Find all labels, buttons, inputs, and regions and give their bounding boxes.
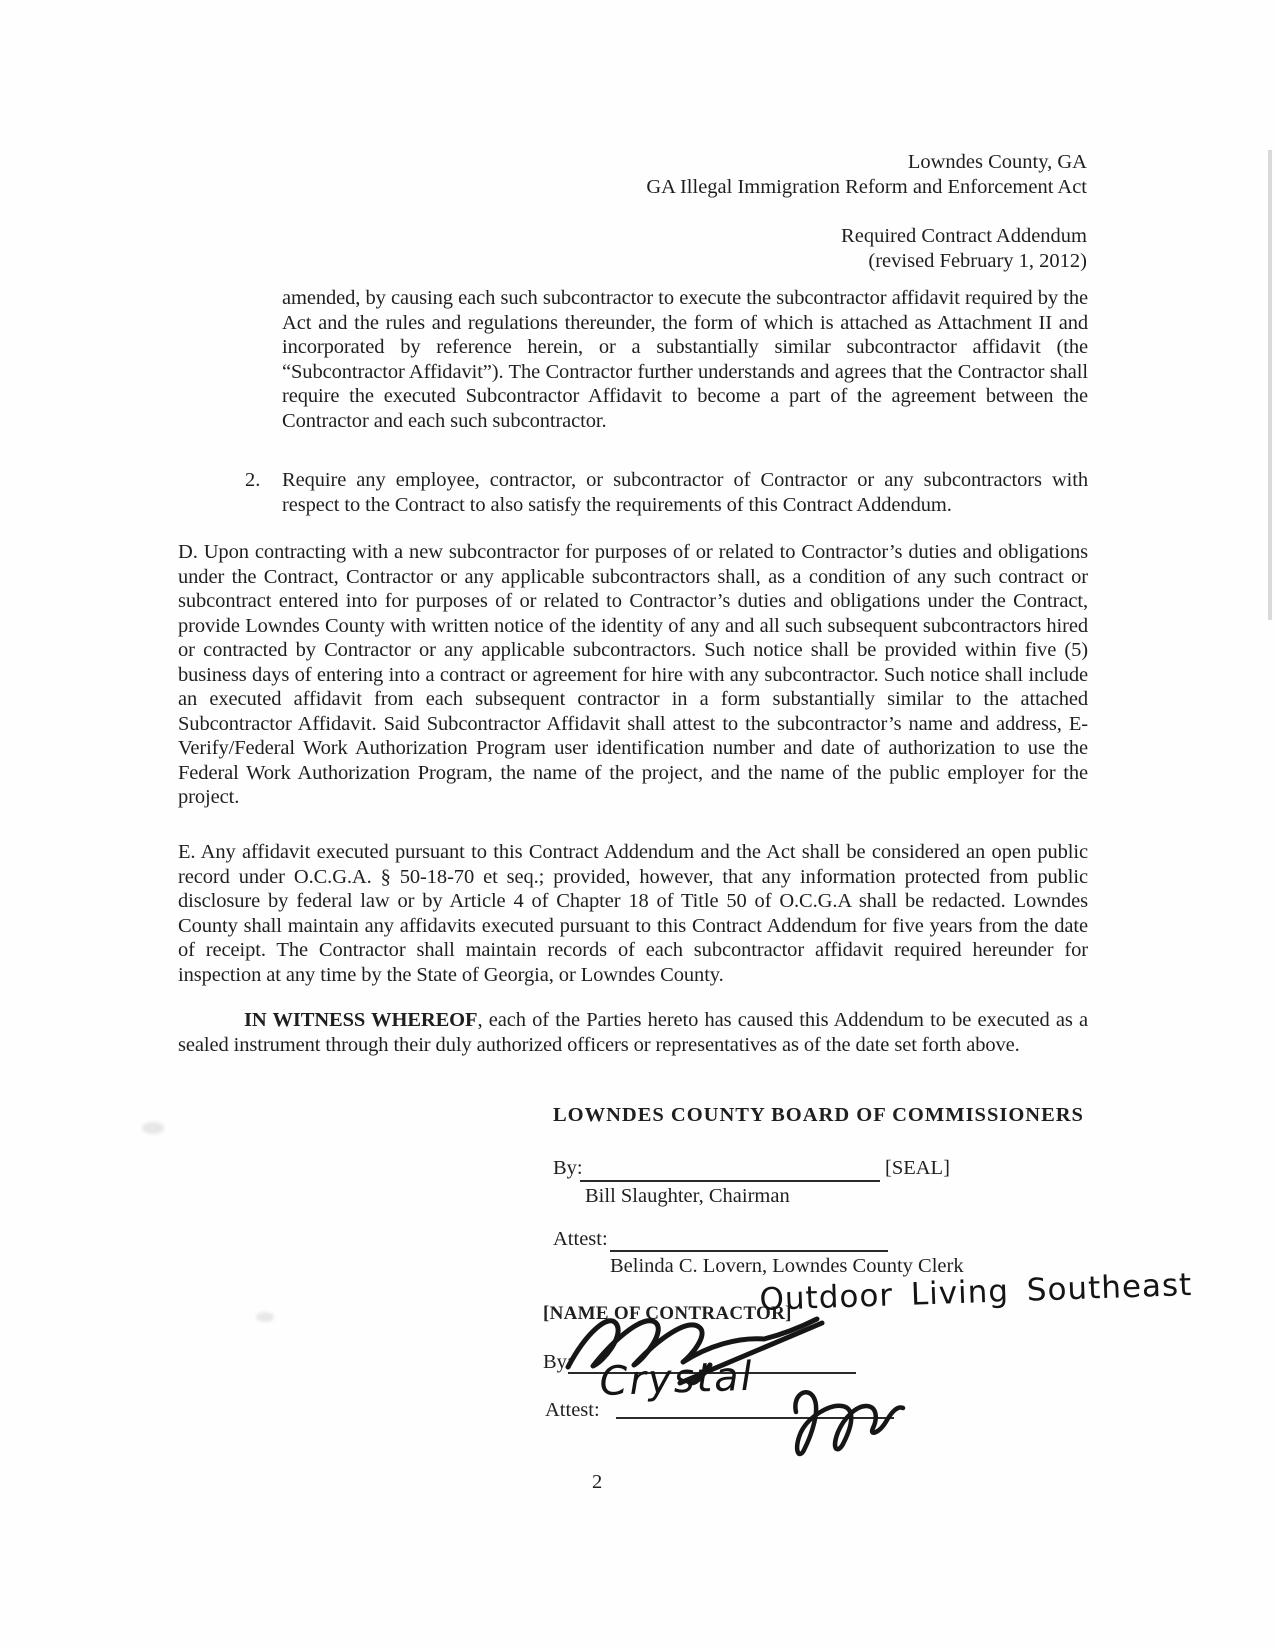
paragraph-item1-continuation: amended, by causing each such subcontractor to execute the subcontractor affidavit required by the Act and the rules and regulations thereunder, the form of which is attached as Attachment II and incorporated by reference herein, or a substantially similar subcontractor affidavit (the “Subcontractor Affidavit”). The Contractor further understands and agrees that the Contractor shall require the executed Subcontractor Affidavit to become a part of the agreement between the Contractor and each such subcontractor. (282, 287, 1088, 432)
signature-line-chairman (580, 1180, 880, 1182)
chairman-name: Bill Slaughter, Chairman (585, 1185, 790, 1207)
witness-clause (178, 1008, 1088, 1057)
contractor-attest-signature-flourish (790, 1378, 905, 1458)
paragraph-e: E. Any affidavit executed pursuant to this Contract Addendum and the Act shall be considered an open public record under O.C.G.A. § 50-18-70 et seq.; provided, however, that any information protected from public disclosure by federal law or by Article 4 of Chapter 18 of Title 50 of O.C.G.A shall be redacted. Lowndes County shall maintain any affidavits executed pursuant to this Contract Addendum for five years from the date of receipt. The Contractor shall maintain records of each subcontractor affidavit required hereunder for inspection at any time by the State of Georgia, or Lowndes County. (178, 841, 1088, 986)
header-revision-date: (revised February 1, 2012) (868, 250, 1087, 272)
contractor-by-label: By: (543, 1351, 573, 1373)
contractor-name-handwriting: Outdoor Living Southeast (758, 1266, 1193, 1318)
list-item-2-number: 2. (245, 469, 261, 491)
paragraph-d: D. Upon contracting with a new subcontractor for purposes of or related to Contractor’s duties and obligations under the Contract, Contractor or any applicable subcontractors shall, as a condition of any such contract or subcontract entered into for purposes of or related to Contractor’s duties and obligations under the Contract, provide Lowndes County with written notice of the identity of any and all such subsequent subcontractors hired or contracted by Contractor or any applicable subcontractors. Such notice shall be provided within five (5) business days of entering into a contract or agreement for hire with any subcontractor. Such notice shall include an executed affidavit from each subsequent contractor in a form substantially similar to the attached Subcontractor Affidavit. Said Subcontractor Affidavit shall attest to the subcontractor’s name and address, E-Verify/Federal Work Authorization Program user identification number and date of authorization to use the Federal Work Authorization Program, the name of the project, and the name of the public employer for the project. (178, 541, 1088, 808)
page-number: 2 (592, 1471, 603, 1493)
scan-artifact-edge (1268, 150, 1272, 620)
header-act: GA Illegal Immigration Reform and Enforcement Act (646, 176, 1087, 198)
witness-clause-rest: , each of the Parties hereto has caused this Addendum to be executed as a sealed instrument through their duly authorized officers or representatives as of the date set forth above. (178, 1009, 1088, 1056)
witness-clause-lead: IN WITNESS WHEREOF (244, 1009, 478, 1031)
scan-smudge (256, 1312, 274, 1322)
board-of-commissioners-title: LOWNDES COUNTY BOARD OF COMMISSIONERS (553, 1104, 1084, 1126)
contractor-label: [NAME OF CONTRACTOR] (543, 1303, 792, 1324)
list-item-2-text: Require any employee, contractor, or subcontractor of Contractor or any subcontractors with respect to the Contract to also satisfy the requirements of this Contract Addendum. (282, 469, 1088, 516)
scan-smudge (142, 1122, 164, 1134)
contractor-attest-signature: Crystal (598, 1353, 755, 1405)
signature-line-clerk (610, 1250, 888, 1252)
header-addendum-title: Required Contract Addendum (841, 225, 1087, 247)
header-county: Lowndes County, GA (907, 151, 1087, 173)
contractor-attest-label: Attest: (545, 1399, 600, 1421)
clerk-name: Belinda C. Lovern, Lowndes County Clerk (610, 1255, 964, 1277)
attest-label: Attest: (553, 1228, 608, 1250)
seal-label: [SEAL] (885, 1157, 950, 1179)
by-label: By: (553, 1157, 583, 1179)
